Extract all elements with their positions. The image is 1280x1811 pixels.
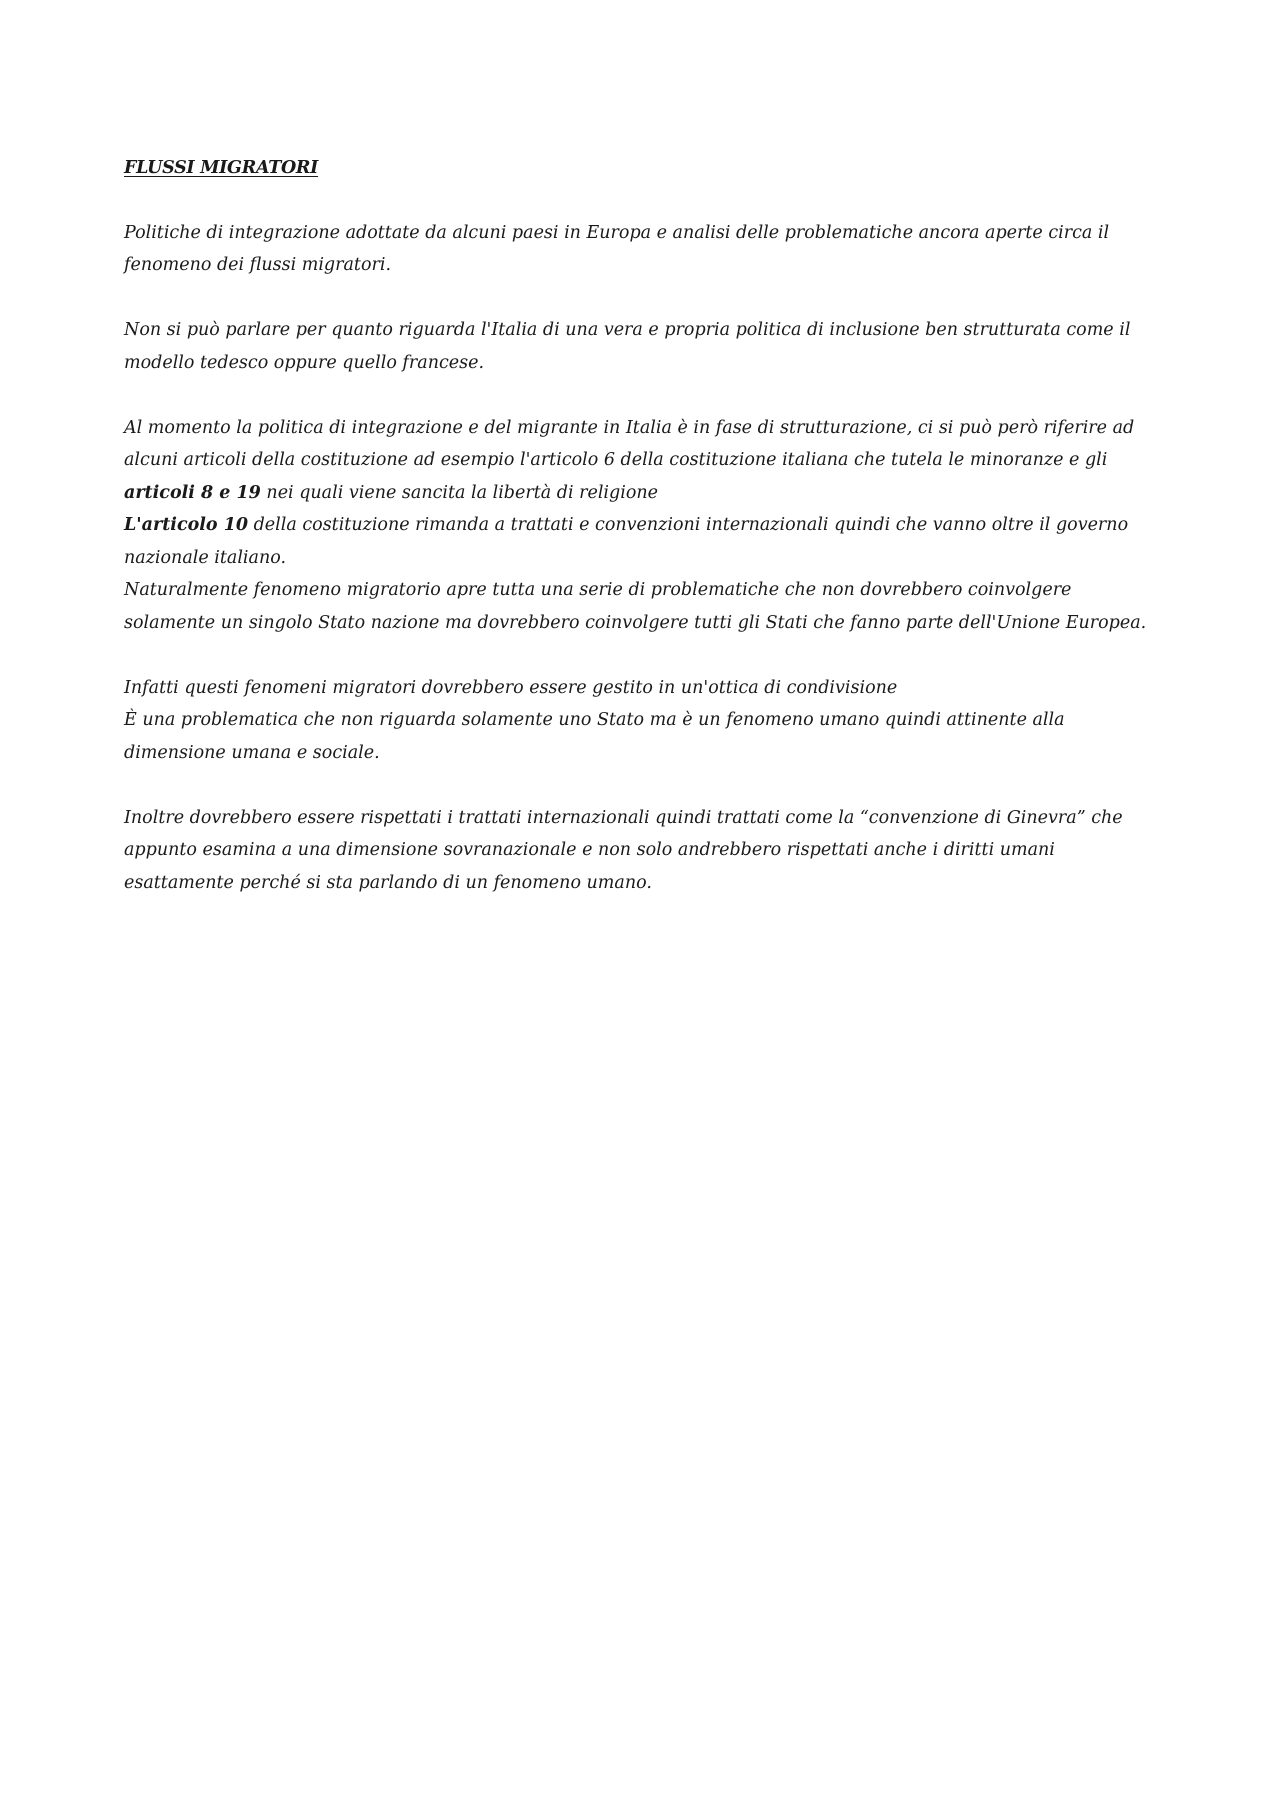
paragraph-constitution-text-2: nei quali viene sancita la libertà di religione [260,482,658,503]
paragraph-italy-policy: Non si può parlare per quanto riguarda l'Italia di una vera e propria politica di inclusione ben strutturata come il modello tedesco oppure quello francese. [124,320,1131,373]
document-title: FLUSSI MIGRATORI [124,158,319,178]
article-10-line [124,509,1164,574]
paragraph-sharing [124,672,1164,770]
article-10-bold: L'articolo 10 [124,515,249,535]
paragraph-constitution-text-1: Al momento la politica di integrazione e del migrante in Italia è in fase di strutturazione, ci si può però riferire ad alcuni articoli della costituzione ad esempio l'articolo 6 della costituzione italiana che tutela le minoranze e gli [124,417,1135,470]
paragraph-migration-eu: Naturalmente fenomeno migratorio apre tutta una serie di problematiche che non dovrebbero coinvolgere solamente un singolo Stato nazione ma dovrebbero coinvolgere tutti gli Stati che fanno parte dell'Unione Europea. [124,580,1147,633]
paragraph-sharing-line-2: È una problematica che non riguarda solamente uno Stato ma è un fenomeno umano quindi attinente alla dimensione umana e sociale. [124,710,1065,763]
document-body [124,152,1164,932]
paragraph-sharing-line-1: Infatti questi fenomeni migratori dovrebbero essere gestito in un'ottica di condivisione [124,677,898,698]
paragraph-intro: Politiche di integrazione adottate da alcuni paesi in Europa e analisi delle problematiche ancora aperte circa il fenomeno dei flussi migratori. [124,222,1110,275]
paragraph-constitution [124,412,1164,640]
paragraph-geneva: Inoltre dovrebbero essere rispettati i trattati internazionali quindi trattati come la “convenzione di Ginevra” che appunto esamina a una dimensione sovranazionale e non solo andrebbero rispettati anche i diritti umani esattamente perché si sta parlando di un fenomeno umano. [124,807,1123,893]
paragraph-constitution-text-3: della costituzione rimanda a trattati e convenzioni internazionali quindi che vanno oltre il governo nazionale italiano. [124,515,1129,568]
articles-8-19-bold: articoli 8 e 19 [124,482,261,503]
